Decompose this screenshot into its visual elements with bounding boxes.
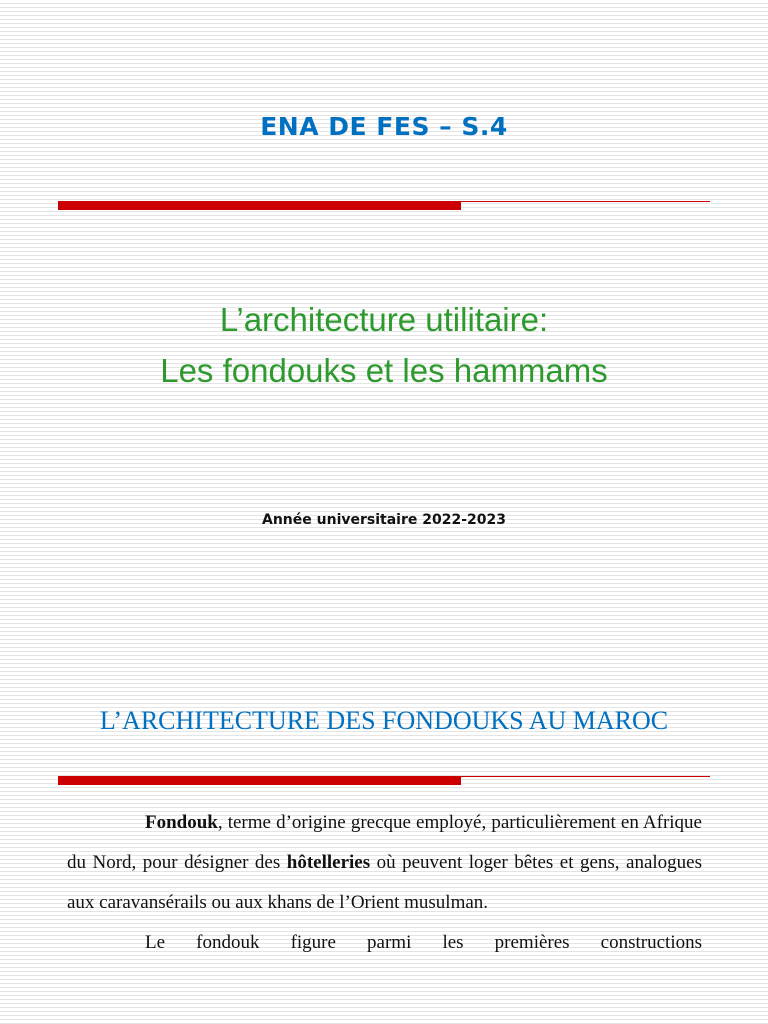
- definition-text-a: , terme d’origine grecque employé, particulièrement en Afrique du Nord, pour désigner des: [67, 812, 702, 873]
- term-fondouk: Fondouk: [145, 812, 218, 833]
- body-text: [67, 803, 702, 963]
- title-divider: [58, 201, 710, 211]
- title-line-2: Les fondouks et les hammams: [160, 352, 608, 389]
- divider-thick-segment: [58, 776, 461, 785]
- section-title: L’ARCHITECTURE DES FONDOUKS AU MAROC: [99, 706, 669, 735]
- term-hotelleries: hôtelleries: [286, 852, 371, 873]
- paragraph-history: Le fondouk figure parmi les premières constructions: [145, 932, 702, 953]
- divider-thin-segment: [461, 776, 710, 777]
- title-line-1: L’architecture utilitaire:: [219, 301, 549, 338]
- section-divider: [58, 776, 710, 786]
- divider-thick-segment: [58, 201, 461, 210]
- course-header: ENA DE FES – S.4: [260, 112, 508, 141]
- divider-thin-segment: [461, 201, 710, 202]
- slide-fondouks: [0, 560, 768, 1024]
- definition-text-b: où peuvent loger bêtes et gens, analogues aux caravansérails ou aux khans de l’Orient musulman.: [67, 852, 702, 913]
- academic-year: Année universitaire 2022-2023: [262, 512, 506, 528]
- paragraph-definition: [67, 803, 702, 923]
- presentation-title: [0, 294, 768, 396]
